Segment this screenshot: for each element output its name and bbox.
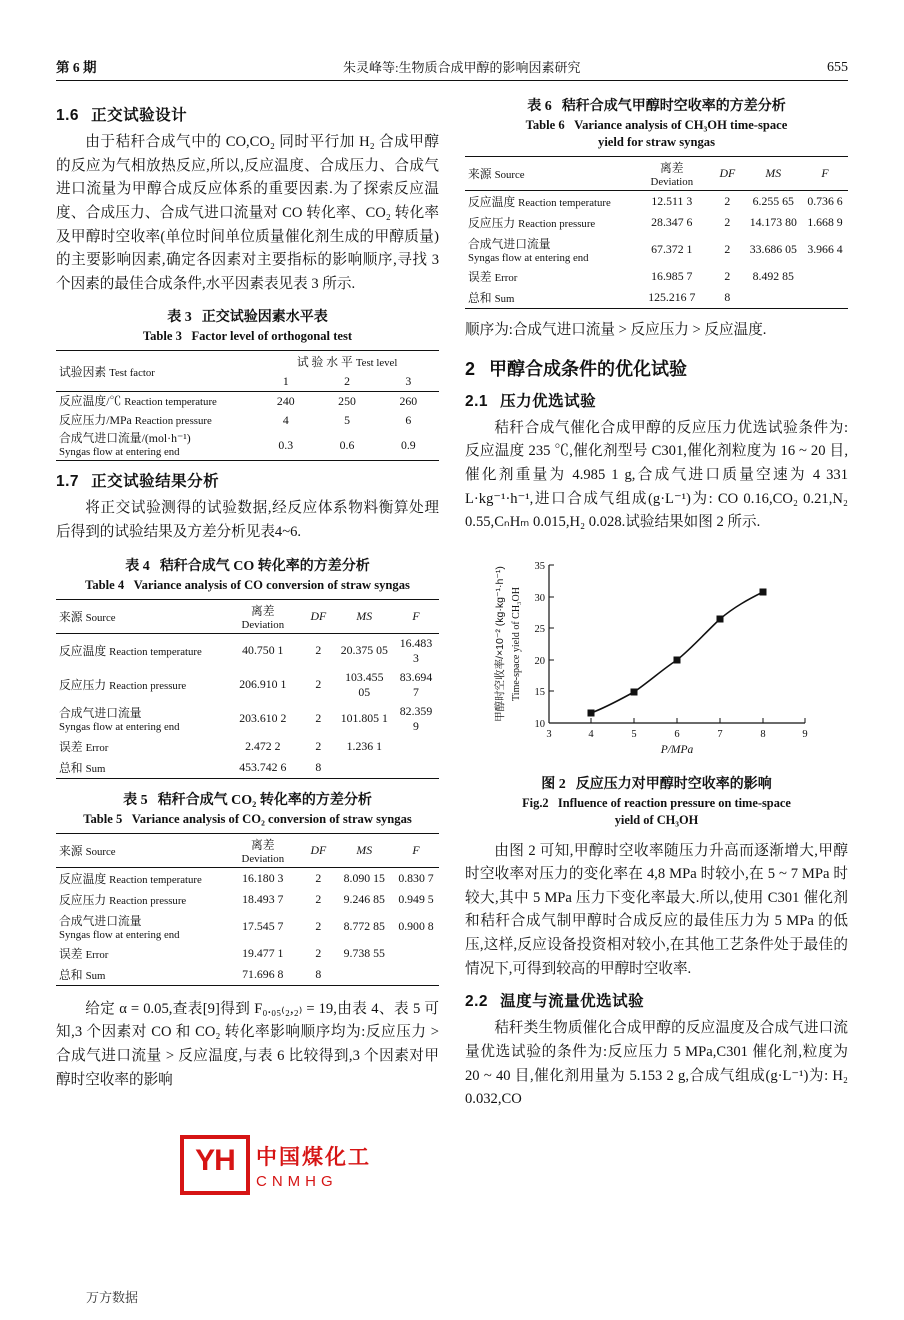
section-number: 1.7 bbox=[56, 473, 80, 491]
svg-text:6: 6 bbox=[673, 728, 680, 740]
table-4-row-2-en: Syngas flow at entering end bbox=[59, 721, 180, 734]
table-6 bbox=[465, 156, 848, 309]
table-6-row-3-cn: 误差 bbox=[468, 270, 492, 284]
table-6-header-ms: MS bbox=[765, 166, 782, 180]
table-4-row-4-f bbox=[393, 757, 439, 779]
table-3-header-factor bbox=[56, 351, 255, 392]
table-5-row-3-f bbox=[393, 943, 439, 964]
table-5-row-2-dev: 17.545 7 bbox=[242, 918, 284, 933]
table-4-row-2-label bbox=[56, 702, 225, 736]
table-5-header-deviation bbox=[225, 833, 302, 867]
table-5-header-ms: MS bbox=[356, 842, 373, 857]
table-6-row-4-df: 8 bbox=[724, 290, 731, 304]
table-6-row-2-ms: 33.686 05 bbox=[749, 242, 797, 256]
svg-text:15: 15 bbox=[534, 686, 545, 698]
table-6-caption-en bbox=[465, 117, 848, 151]
table-3-number-cn: 表 3 bbox=[167, 310, 192, 326]
table-6-header-df: DF bbox=[719, 166, 736, 180]
table-5-row-2-cn: 合成气进口流量 bbox=[59, 913, 142, 928]
table-6-row-3-en: Error bbox=[494, 272, 518, 284]
table-4-row-1-dev: 206.910 1 bbox=[239, 677, 287, 692]
table-4-row-0-label bbox=[56, 633, 225, 668]
table-6-row-0-cn: 反应温度 bbox=[468, 195, 516, 209]
table-row bbox=[56, 964, 439, 986]
table-row bbox=[56, 392, 439, 412]
table-4-row-3-ms: 1.236 1 bbox=[346, 738, 382, 753]
table-6-row-0-label bbox=[465, 191, 634, 213]
table-4-caption-en bbox=[56, 577, 439, 594]
table-4-header-source bbox=[56, 599, 225, 633]
figure-2-title-en-l2: yield of CH₃OH bbox=[614, 813, 699, 828]
table-6-block bbox=[465, 95, 848, 309]
table-4-row-2-df: 2 bbox=[315, 711, 322, 726]
table-4-row-0-dev: 40.750 1 bbox=[242, 643, 284, 658]
table-4-caption-cn bbox=[56, 555, 439, 575]
table-5-row-4-label bbox=[56, 964, 225, 986]
table-3-caption-cn bbox=[56, 306, 439, 326]
table-5-caption-cn bbox=[56, 789, 439, 809]
watermark bbox=[180, 1135, 371, 1195]
watermark-text bbox=[256, 1141, 371, 1190]
table-5-header-source-cn: 来源 bbox=[59, 843, 83, 858]
paragraph-significance: 给定 α = 0.05,查表[9]得到 F₀.₀₅₍₂,₂₎ = 19,由表 4、表 5 可知,3 个因素对 CO 和 CO₂ 转化率影响顺序均为:反应压力 > 合成气进口流量 > 反应温度,与表 6 比较得到,3 个因素对甲醇时空收率的影响 bbox=[56, 1000, 439, 1088]
table-6-row-4-dev: 125.216 7 bbox=[648, 290, 696, 304]
table-4-row-4-cn: 总和 bbox=[59, 760, 83, 775]
table-5-row-2-label bbox=[56, 910, 225, 943]
table-4-number-cn: 表 4 bbox=[125, 558, 150, 574]
table-4-row-3-dev: 2.472 2 bbox=[245, 738, 281, 753]
table-6-row-4-label bbox=[465, 287, 634, 309]
table-3-row-0-cn: 反应温度/℃ bbox=[59, 394, 122, 409]
table-5-number-cn: 表 5 bbox=[123, 792, 148, 808]
table-3-row-1-en: Reaction pressure bbox=[134, 415, 212, 428]
table-4-row-3-df: 2 bbox=[315, 738, 322, 753]
table-6-header-deviation-en: Deviation bbox=[650, 176, 694, 188]
figure-2-title-cn: 反应压力对甲醇时空收率的影响 bbox=[575, 776, 772, 792]
paragraph-figure-discussion: 由图 2 可知,甲醇时空收率随压力升高而逐渐增大,甲醇时空收率对压力的变化率在 4,8 MPa 时较小,在 5 ~ 7 MPa 时较大,其中 5 MPa 压力下变化率最大.所以,使用 C301 催化剂和秸秆合成气制甲醇时合成反应的最佳压力为 5 MPa 的低压,这样,反应设备投资相对较小,在其他工艺条件处于最佳的情况下,可得到较高的甲醇时空收率. bbox=[465, 842, 848, 977]
right-column bbox=[465, 95, 848, 1116]
table-4-row-3-cn: 误差 bbox=[59, 739, 83, 754]
section-number: 2.2 bbox=[465, 993, 489, 1011]
table-3-row-2-v2: 0.9 bbox=[400, 437, 416, 452]
table-row bbox=[56, 910, 439, 943]
table-5-row-3-cn: 误差 bbox=[59, 946, 83, 961]
figure-2-xlabel: P/MPa bbox=[660, 743, 693, 756]
table-3-row-2-cn: 合成气进口流量/(mol·h⁻¹) bbox=[59, 431, 191, 446]
table-3-level-3: 3 bbox=[405, 374, 412, 389]
table-3-row-1-v0: 4 bbox=[282, 413, 289, 428]
table-row bbox=[56, 736, 439, 757]
table-3-header-level bbox=[255, 351, 439, 373]
table-6-header-deviation bbox=[634, 157, 711, 191]
table-5-row-3-dev: 19.477 1 bbox=[242, 945, 284, 960]
section-heading-2-1 bbox=[465, 389, 848, 411]
section-number: 1.6 bbox=[56, 107, 80, 124]
table-5-row-3-df: 2 bbox=[315, 945, 322, 960]
watermark-line-1: 中国煤化工 bbox=[256, 1145, 371, 1169]
table-6-header-source-en: Source bbox=[494, 169, 525, 181]
table-3 bbox=[56, 350, 439, 461]
table-6-row-0-ms: 6.255 65 bbox=[752, 194, 794, 208]
svg-text:30: 30 bbox=[534, 592, 545, 604]
table-3-row-1-v2: 6 bbox=[405, 413, 412, 428]
table-3-title-en: Factor level of orthogonal test bbox=[191, 329, 353, 344]
table-5-row-0-f: 0.830 7 bbox=[398, 870, 434, 885]
figure-2-ylabel-cn: 甲醇时空收率/×10⁻² (kg·kg⁻¹·h⁻¹) bbox=[493, 565, 506, 722]
table-6-row-2-df: 2 bbox=[724, 242, 731, 256]
table-4-row-2-cn: 合成气进口流量 bbox=[59, 706, 142, 721]
table-6-row-1-en: Reaction pressure bbox=[518, 218, 596, 230]
table-4-row-1-en: Reaction pressure bbox=[109, 680, 187, 693]
table-4-row-0-en: Reaction temperature bbox=[109, 646, 202, 659]
table-4-header-row bbox=[56, 599, 439, 633]
table-3-header-level-cn: 试 验 水 平 bbox=[296, 355, 353, 370]
table-row bbox=[465, 266, 848, 287]
table-6-row-4-ms bbox=[745, 287, 802, 309]
table-6-row-4-en: Sum bbox=[494, 293, 515, 305]
table-3-row-1-label bbox=[56, 411, 255, 430]
section-number: 2.1 bbox=[465, 392, 489, 410]
table-5-row-1-dev: 18.493 7 bbox=[242, 891, 284, 906]
section-title: 压力优选试验 bbox=[500, 392, 597, 410]
table-6-row-1-ms: 14.173 80 bbox=[749, 215, 797, 229]
table-row bbox=[465, 212, 848, 233]
table-4-header-source-en: Source bbox=[85, 611, 116, 624]
section-heading-2-2 bbox=[465, 989, 848, 1011]
table-4-header-deviation-en: Deviation bbox=[241, 618, 285, 631]
table-row bbox=[56, 668, 439, 702]
footer-note: 万方数据 bbox=[86, 1290, 139, 1305]
svg-text:4: 4 bbox=[587, 728, 594, 740]
table-4-title-en: Variance analysis of CO conversion of straw syngas bbox=[133, 577, 410, 592]
table-5-row-1-en: Reaction pressure bbox=[109, 894, 187, 907]
table-5-header-df: DF bbox=[310, 842, 327, 857]
svg-text:20: 20 bbox=[534, 655, 545, 667]
svg-text:7: 7 bbox=[716, 728, 723, 740]
table-6-row-2-f: 3.966 4 bbox=[807, 242, 843, 256]
left-column bbox=[56, 95, 439, 1116]
paragraph-order: 顺序为:合成气进口流量 > 反应压力 > 反应温度. bbox=[465, 322, 767, 338]
table-3-row-2-label bbox=[56, 430, 255, 460]
table-6-row-1-df: 2 bbox=[724, 215, 731, 229]
table-4-row-1-cn: 反应压力 bbox=[59, 678, 107, 693]
table-5-header-deviation-en: Deviation bbox=[241, 852, 285, 865]
table-4-row-0-f: 16.483 3 bbox=[399, 635, 433, 665]
columns bbox=[56, 95, 848, 1116]
table-6-row-0-dev: 12.511 3 bbox=[651, 194, 693, 208]
table-6-row-1-dev: 28.347 6 bbox=[651, 215, 693, 229]
table-3-header-factor-cn: 试验因素 bbox=[59, 364, 107, 379]
table-row bbox=[465, 191, 848, 213]
section-title: 温度与流量优选试验 bbox=[500, 993, 645, 1011]
table-5-header-deviation-cn: 离差 bbox=[251, 837, 275, 852]
table-row bbox=[465, 287, 848, 309]
table-5 bbox=[56, 833, 439, 986]
table-4-row-2-dev: 203.610 2 bbox=[239, 711, 287, 726]
table-4 bbox=[56, 599, 439, 779]
table-4-row-0-cn: 反应温度 bbox=[59, 644, 107, 659]
table-6-caption-cn bbox=[465, 95, 848, 115]
table-6-number-cn: 表 6 bbox=[527, 99, 552, 114]
table-6-header-deviation-cn: 离差 bbox=[660, 161, 684, 175]
table-6-header-source-cn: 来源 bbox=[468, 167, 492, 181]
table-5-row-1-df: 2 bbox=[315, 891, 322, 906]
section-heading-1-7 bbox=[56, 469, 439, 491]
table-row bbox=[56, 702, 439, 736]
table-6-row-4-f bbox=[802, 287, 848, 309]
figure-2-chart bbox=[487, 547, 827, 762]
table-5-title-cn: 秸秆合成气 CO₂ 转化率的方差分析 bbox=[157, 792, 372, 808]
table-6-row-0-f: 0.736 6 bbox=[807, 194, 843, 208]
table-4-row-1-df: 2 bbox=[315, 677, 322, 692]
table-3-row-1-v1: 5 bbox=[344, 413, 350, 428]
table-6-number-en: Table 6 bbox=[525, 118, 565, 132]
table-4-block bbox=[56, 555, 439, 779]
table-4-row-1-label bbox=[56, 668, 225, 702]
table-5-header-f: F bbox=[412, 842, 420, 857]
table-4-title-cn: 秸秆合成气 CO 转化率的方差分析 bbox=[159, 558, 370, 574]
table-5-row-3-ms: 9.738 55 bbox=[343, 945, 385, 960]
table-3-row-0-v2: 260 bbox=[399, 394, 418, 409]
table-3-level-1: 1 bbox=[282, 374, 289, 389]
table-4-row-1-ms: 103.455 05 bbox=[345, 669, 384, 699]
table-5-title-en: Variance analysis of CO₂ conversion of straw syngas bbox=[131, 811, 412, 826]
table-row bbox=[56, 867, 439, 889]
table-6-row-3-label bbox=[465, 266, 634, 287]
table-4-row-3-en: Error bbox=[85, 741, 109, 754]
table-3-header-row-1 bbox=[56, 351, 439, 373]
table-3-row-0-v0: 240 bbox=[276, 394, 295, 409]
table-5-row-1-label bbox=[56, 889, 225, 910]
table-4-row-0-df: 2 bbox=[315, 643, 322, 658]
section-title: 正交试验结果分析 bbox=[91, 473, 220, 491]
table-3-row-0-label bbox=[56, 392, 255, 412]
table-4-header-df: DF bbox=[310, 608, 327, 623]
table-row bbox=[56, 411, 439, 430]
table-6-header-row bbox=[465, 157, 848, 191]
table-6-header-f: F bbox=[821, 166, 829, 180]
table-3-level-2: 2 bbox=[344, 374, 350, 389]
table-5-row-1-cn: 反应压力 bbox=[59, 892, 107, 907]
table-3-row-2-en: Syngas flow at entering end bbox=[59, 446, 180, 459]
table-6-row-3-f bbox=[802, 266, 848, 287]
figure-2-caption-en bbox=[465, 795, 848, 830]
table-6-title-cn: 秸秆合成气甲醇时空收率的方差分析 bbox=[561, 99, 786, 114]
table-5-row-3-label bbox=[56, 943, 225, 964]
section-heading-1-6 bbox=[56, 103, 439, 125]
table-5-row-2-df: 2 bbox=[315, 918, 322, 933]
table-3-title-cn: 正交试验因素水平表 bbox=[201, 310, 328, 326]
table-4-row-4-df: 8 bbox=[315, 759, 322, 774]
table-3-block bbox=[56, 306, 439, 461]
table-5-row-0-cn: 反应温度 bbox=[59, 871, 107, 886]
watermark-logo: YH bbox=[180, 1135, 250, 1195]
table-4-header-deviation bbox=[225, 599, 302, 633]
section-title: 正交试验设计 bbox=[91, 107, 188, 124]
table-row bbox=[56, 943, 439, 964]
table-5-row-0-df: 2 bbox=[315, 870, 322, 885]
table-5-number-en: Table 5 bbox=[83, 811, 123, 826]
table-row bbox=[56, 430, 439, 460]
table-5-row-4-ms bbox=[336, 964, 393, 986]
table-3-row-0-v1: 250 bbox=[338, 394, 356, 409]
svg-text:8: 8 bbox=[759, 728, 766, 740]
table-5-row-4-en: Sum bbox=[85, 969, 106, 982]
table-5-caption-en bbox=[56, 811, 439, 828]
table-4-row-1-f: 83.694 7 bbox=[399, 669, 433, 699]
table-row bbox=[56, 633, 439, 668]
table-4-row-2-ms: 101.805 1 bbox=[340, 711, 388, 726]
table-row bbox=[465, 233, 848, 266]
table-4-row-4-en: Sum bbox=[85, 762, 106, 775]
table-5-row-0-ms: 8.090 15 bbox=[343, 870, 385, 885]
running-head bbox=[56, 56, 848, 80]
table-5-row-2-en: Syngas flow at entering end bbox=[59, 928, 180, 941]
running-head-issue: 第 6 期 bbox=[56, 60, 97, 75]
table-5-row-4-dev: 71.696 8 bbox=[242, 966, 284, 981]
table-6-row-2-cn: 合成气进口流量 bbox=[468, 237, 551, 251]
table-3-row-1-cn: 反应压力/MPa bbox=[59, 413, 132, 428]
table-5-header-source-en: Source bbox=[85, 845, 116, 858]
table-4-row-4-ms bbox=[336, 757, 393, 779]
figure-2 bbox=[465, 547, 848, 830]
svg-text:10: 10 bbox=[534, 718, 545, 730]
svg-text:5: 5 bbox=[630, 728, 637, 740]
table-row bbox=[56, 889, 439, 910]
table-4-header-source-cn: 来源 bbox=[59, 609, 83, 624]
table-4-row-3-f bbox=[393, 736, 439, 757]
figure-2-caption-cn bbox=[465, 773, 848, 793]
table-6-row-2-en: Syngas flow at entering end bbox=[468, 252, 589, 264]
figure-2-title-en-l1: Influence of reaction pressure on time-space bbox=[557, 795, 791, 810]
figure-2-number-cn: 图 2 bbox=[541, 776, 566, 792]
table-6-row-4-cn: 总和 bbox=[468, 291, 492, 305]
table-row bbox=[56, 757, 439, 779]
table-3-row-2-v0: 0.3 bbox=[278, 437, 294, 452]
table-4-row-2-f: 82.359 9 bbox=[399, 703, 433, 733]
table-4-row-3-label bbox=[56, 736, 225, 757]
table-3-row-2-v1: 0.6 bbox=[339, 437, 355, 452]
table-5-row-0-label bbox=[56, 867, 225, 889]
section-number: 2 bbox=[465, 358, 476, 379]
table-5-block bbox=[56, 789, 439, 986]
table-5-row-1-ms: 9.246 85 bbox=[343, 891, 385, 906]
svg-text:9: 9 bbox=[801, 728, 808, 740]
paragraph-orthogonal-design: 由于秸秆合成气中的 CO,CO₂ 同时平行加 H₂ 合成甲醇的反应为气相放热反应,所以,反应温度、合成压力、合成气进口流量为甲醇合成反应体系的重要因素.为了探索反应温度、合成压力、合成气进口流量对 CO 转化率、CO₂ 转化率及甲醇时空收率(单位时间单位质量催化剂生成的甲醇质量)的主要影响因素,确定各因素对主要指标的影响顺序,寻找 3 个因素的最佳合成条件,水平因素表见表 3 所示. bbox=[56, 134, 439, 292]
table-5-row-0-dev: 16.180 3 bbox=[242, 870, 284, 885]
table-5-row-2-f: 0.900 8 bbox=[398, 918, 434, 933]
table-5-row-4-cn: 总和 bbox=[59, 967, 83, 982]
table-4-header-deviation-cn: 离差 bbox=[251, 603, 275, 618]
table-6-row-1-label bbox=[465, 212, 634, 233]
figure-2-ylabel-en: Time-space yield of CH₃OH bbox=[510, 586, 522, 701]
table-6-title-en-l1: Variance analysis of CH₃OH time-space bbox=[574, 118, 788, 132]
table-6-row-2-dev: 67.372 1 bbox=[651, 242, 693, 256]
figure-2-number-en: Fig.2 bbox=[522, 795, 549, 810]
table-3-header-factor-en: Test factor bbox=[109, 366, 155, 379]
table-6-row-1-f: 1.668 9 bbox=[807, 215, 843, 229]
table-6-row-3-dev: 16.985 7 bbox=[651, 269, 693, 283]
section-title: 甲醇合成条件的优化试验 bbox=[489, 358, 688, 379]
table-6-row-1-cn: 反应压力 bbox=[468, 216, 516, 230]
table-5-row-4-f bbox=[393, 964, 439, 986]
svg-text:3: 3 bbox=[545, 728, 552, 740]
running-head-title: 朱灵峰等:生物质合成甲醇的影响因素研究 bbox=[342, 60, 581, 75]
paragraph-temperature-flow: 秸秆类生物质催化合成甲醇的反应温度及合成气进口流量优选试验的条件为:反应压力 5 MPa,C301 催化剂,粒度为 20 ~ 40 目,催化剂用量为 5.153 2 g,合成气组成(g·L⁻¹)为: H₂ 0.032,CO bbox=[465, 1020, 848, 1108]
table-6-row-0-en: Reaction temperature bbox=[518, 197, 611, 209]
svg-text:35: 35 bbox=[534, 560, 545, 572]
section-heading-2 bbox=[465, 355, 848, 381]
table-3-header-level-en: Test level bbox=[355, 357, 398, 370]
table-6-header-source bbox=[465, 157, 634, 191]
table-4-header-ms: MS bbox=[356, 608, 373, 623]
table-5-row-0-en: Reaction temperature bbox=[109, 873, 202, 886]
table-6-row-3-ms: 8.492 85 bbox=[752, 269, 794, 283]
table-4-row-0-ms: 20.375 05 bbox=[340, 643, 388, 658]
table-5-row-4-df: 8 bbox=[315, 966, 322, 981]
table-4-row-4-dev: 453.742 6 bbox=[239, 759, 287, 774]
table-5-row-1-f: 0.949 5 bbox=[398, 891, 434, 906]
table-4-number-en: Table 4 bbox=[85, 577, 125, 592]
table-5-header-row bbox=[56, 833, 439, 867]
table-3-row-0-en: Reaction temperature bbox=[124, 396, 217, 409]
table-6-row-2-label bbox=[465, 233, 634, 266]
table-3-caption-en bbox=[56, 328, 439, 345]
table-5-header-source bbox=[56, 833, 225, 867]
table-5-row-2-ms: 8.772 85 bbox=[343, 918, 385, 933]
table-6-row-3-df: 2 bbox=[724, 269, 731, 283]
table-4-row-4-label bbox=[56, 757, 225, 779]
table-5-row-3-en: Error bbox=[85, 948, 109, 961]
watermark-line-2: CNMHG bbox=[256, 1172, 338, 1190]
table-4-header-f: F bbox=[412, 608, 420, 623]
header-rule bbox=[56, 80, 848, 81]
paragraph-result-analysis: 将正交试验测得的试验数据,经反应体系物料衡算处理后得到的试验结果及方差分析见表4~6. bbox=[56, 500, 439, 541]
table-3-number-en: Table 3 bbox=[142, 329, 182, 344]
table-6-title-en-l2: yield for straw syngas bbox=[598, 135, 715, 149]
paragraph-pressure-conditions: 秸秆合成气催化合成甲醇的反应压力优选试验条件为:反应温度 235 ℃,催化剂型号 C301,催化剂粒度为 16 ~ 20 目,催化剂重量为 4.985 1 g,合成气进口质量空速为 4 331 L·kg⁻¹·h⁻¹,进口合成气组成(g·L⁻¹)为: CO 0.16,CO₂ 0.21,N₂ 0.55,CₙHₘ 0.015,H₂ 0.028.试验结果如图 2 所示. bbox=[465, 419, 848, 531]
svg-text:25: 25 bbox=[534, 623, 545, 635]
table-6-row-0-df: 2 bbox=[724, 194, 731, 208]
page-number: 655 bbox=[827, 60, 848, 75]
